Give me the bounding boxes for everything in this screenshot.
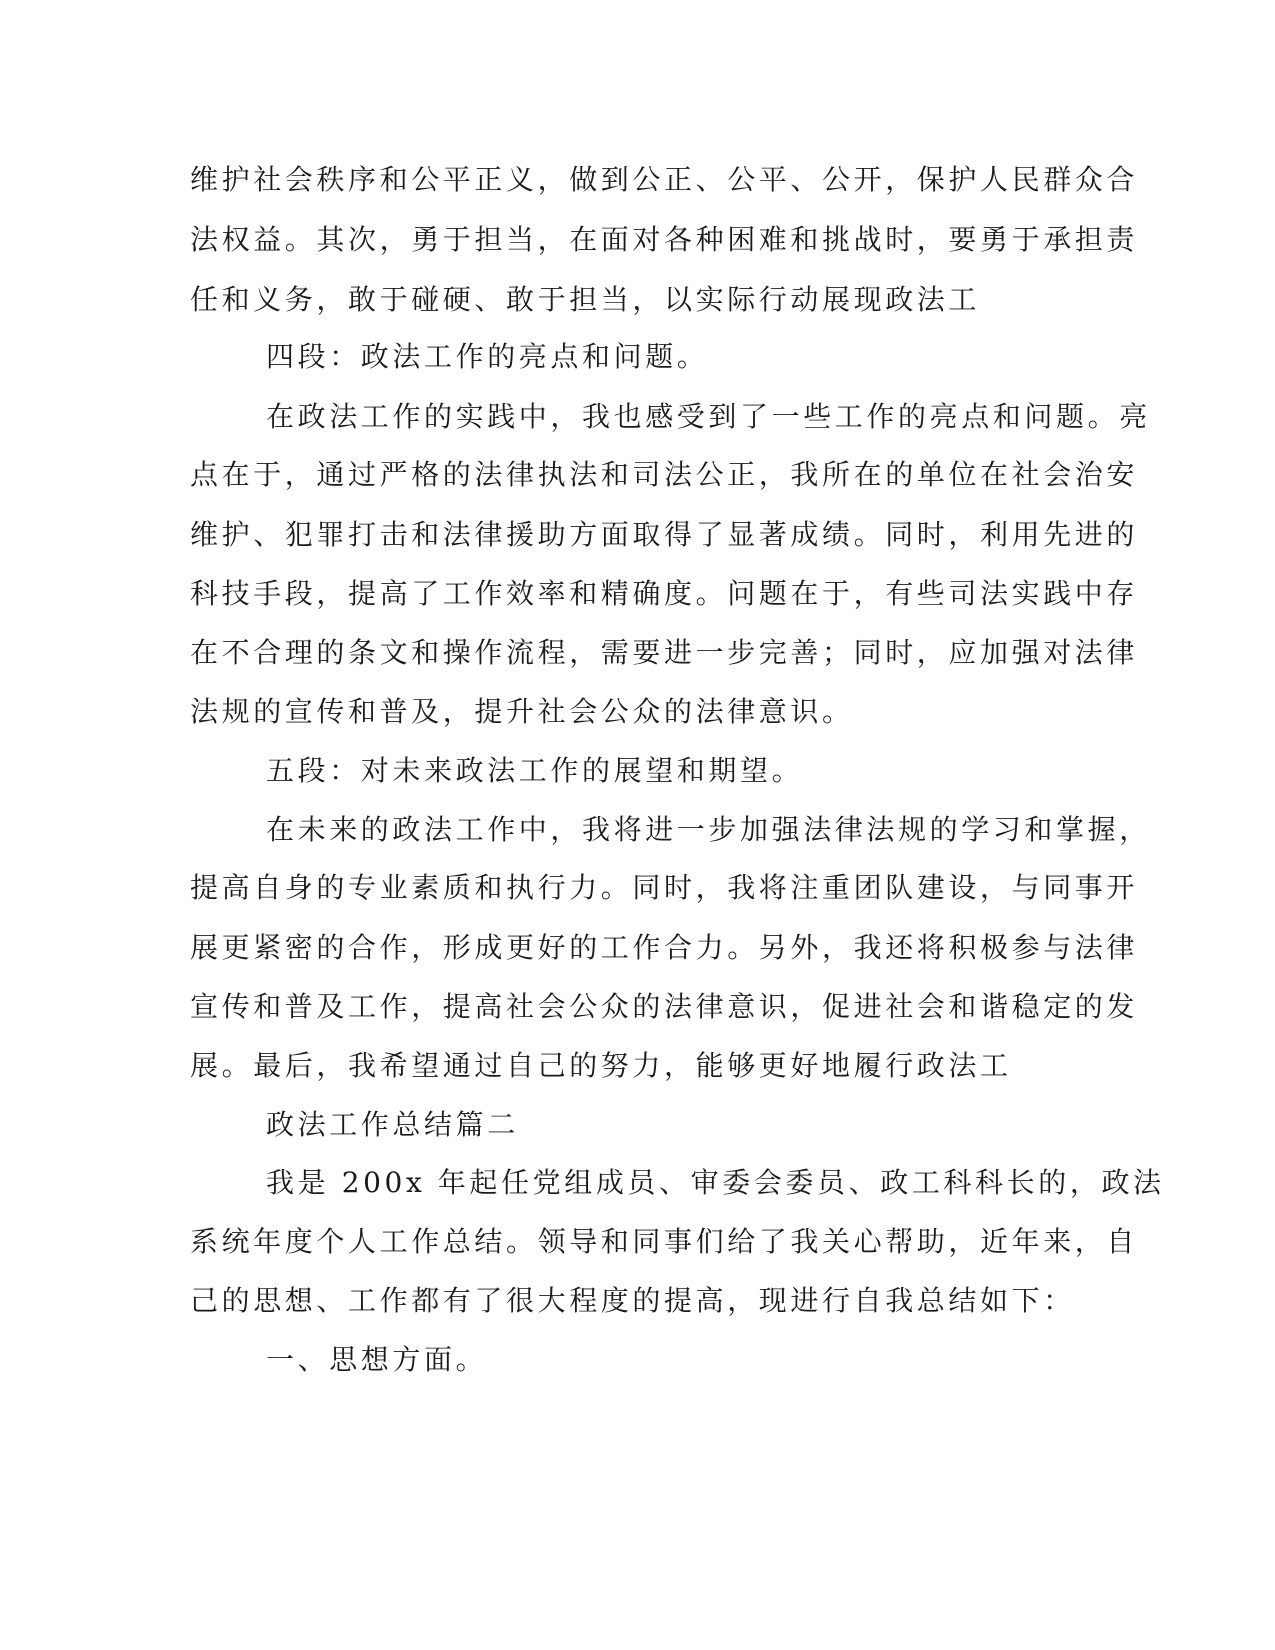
paragraph-line: 展更紧密的合作，形成更好的工作合力。另外，我还将积极参与法律: [190, 931, 1139, 964]
paragraph-line: 法规的宣传和普及，提升社会公众的法律意识。: [190, 695, 854, 728]
section-heading: 五段：对未来政法工作的展望和期望。: [266, 754, 804, 787]
paragraph-line: 维护社会秩序和公平正义，做到公正、公平、公开，保护人民群众合: [190, 163, 1139, 196]
paragraph-line: 法权益。其次，勇于担当，在面对各种困难和挑战时，要勇于承担责: [190, 223, 1139, 256]
paragraph-line: 在政法工作的实践中，我也感受到了一些工作的亮点和问题。亮: [266, 400, 1151, 433]
section-heading: 四段：政法工作的亮点和问题。: [266, 340, 709, 373]
section-heading: 一、思想方面。: [266, 1343, 488, 1376]
paragraph-line: 任和义务，敢于碰硬、敢于担当，以实际行动展现政法工: [190, 283, 981, 316]
paragraph-line: 我是 200x 年起任党组成员、审委会委员、政工科科长的，政法: [266, 1166, 1165, 1199]
paragraph-line: 点在于，通过严格的法律执法和司法公正，我所在的单位在社会治安: [190, 458, 1139, 491]
paragraph-line: 在不合理的条文和操作流程，需要进一步完善；同时，应加强对法律: [190, 636, 1139, 669]
paragraph-line: 展。最后，我希望通过自己的努力，能够更好地履行政法工: [190, 1049, 1012, 1082]
paragraph-line: 提高自身的专业素质和执行力。同时，我将注重团队建设，与同事开: [190, 871, 1139, 904]
paragraph-line: 系统年度个人工作总结。领导和同事们给了我关心帮助，近年来，自: [190, 1225, 1139, 1258]
paragraph-line: 己的思想、工作都有了很大程度的提高，现进行自我总结如下：: [190, 1284, 1075, 1317]
paragraph-line: 宣传和普及工作，提高社会公众的法律意识，促进社会和谐稳定的发: [190, 990, 1139, 1023]
paragraph-line: 维护、犯罪打击和法律援助方面取得了显著成绩。同时，利用先进的: [190, 518, 1139, 551]
section-title: 政法工作总结篇二: [266, 1108, 519, 1141]
paragraph-line: 在未来的政法工作中，我将进一步加强法律法规的学习和掌握，: [266, 813, 1151, 846]
paragraph-line: 科技手段，提高了工作效率和精确度。问题在于，有些司法实践中存: [190, 577, 1139, 610]
